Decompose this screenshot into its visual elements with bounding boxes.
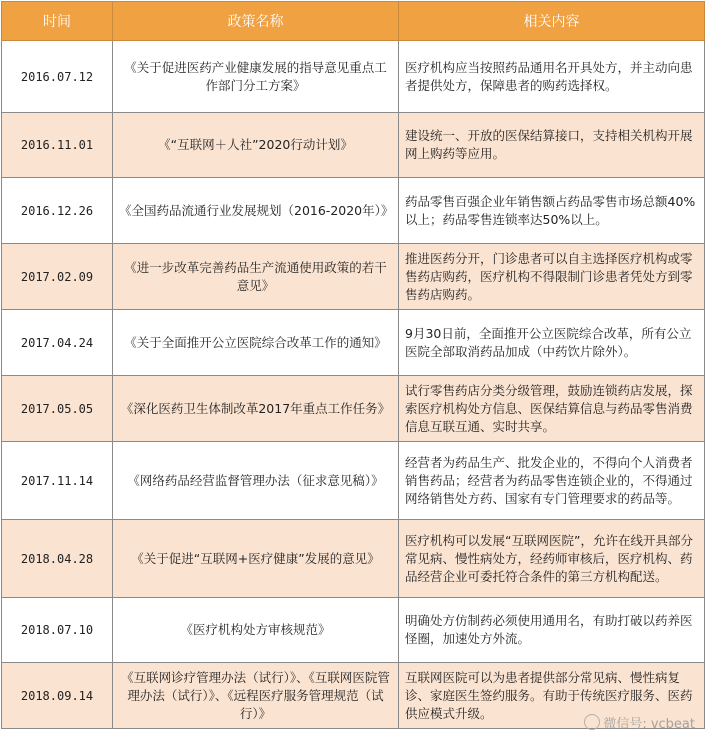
- row-date: 2018.04.28: [2, 520, 113, 598]
- table-row: [2, 178, 705, 244]
- row-date: 2016.07.12: [2, 41, 113, 113]
- row-date: 2016.11.01: [2, 113, 113, 178]
- row-date: 2018.07.10: [2, 598, 113, 663]
- row-date: 2017.05.05: [2, 376, 113, 442]
- row-date: 2017.04.24: [2, 310, 113, 376]
- row-date: 2017.11.14: [2, 442, 113, 520]
- row-content: 医疗机构可以发展“互联网医院”，允许在线开具部分常见病、慢性病处方，经药师审核后，医疗机构、药品经营企业可委托符合条件的第三方机构配送。: [399, 520, 705, 598]
- table-row: [2, 520, 705, 598]
- table-row: [2, 598, 705, 663]
- row-date: 2017.02.09: [2, 244, 113, 310]
- row-date: 2018.09.14: [2, 663, 113, 729]
- row-policy: 《网络药品经营监督管理办法（征求意见稿）》: [113, 442, 399, 520]
- row-content: 互联网医院可以为患者提供部分常见病、慢性病复诊、家庭医生签约服务。有助于传统医疗服务、医药供应模式升级。: [399, 663, 705, 729]
- table-row: [2, 244, 705, 310]
- row-content: 明确处方仿制药必须使用通用名，有助打破以药养医怪圈，加速处方外流。: [399, 598, 705, 663]
- row-content: 建设统一、开放的医保结算接口，支持相关机构开展网上购药等应用。: [399, 113, 705, 178]
- row-policy: 《关于全面推开公立医院综合改革工作的通知》: [113, 310, 399, 376]
- row-content: 推进医药分开，门诊患者可以自主选择医疗机构或零售药店购药，医疗机构不得限制门诊患者凭处方到零售药店购药。: [399, 244, 705, 310]
- table-row: [2, 310, 705, 376]
- table-row: [2, 442, 705, 520]
- watermark-text: 微信号: vcbeat: [603, 717, 695, 732]
- row-policy: 《进一步改革完善药品生产流通使用政策的若干意见》: [113, 244, 399, 310]
- row-content: 9月30日前，全面推开公立医院综合改革，所有公立医院全部取消药品加成（中药饮片除外）。: [399, 310, 705, 376]
- watermark: [584, 713, 695, 732]
- header-policy-name: 政策名称: [113, 2, 399, 41]
- table-row: [2, 41, 705, 113]
- row-policy: 《深化医药卫生体制改革2017年重点工作任务》: [113, 376, 399, 442]
- header-time: 时间: [2, 2, 113, 41]
- row-date: 2016.12.26: [2, 178, 113, 244]
- row-content: 试行零售药店分类分级管理，鼓励连锁药店发展，探索医疗机构处方信息、医保结算信息与药品零售消费信息互联互通、实时共享。: [399, 376, 705, 442]
- table-header-row: [2, 2, 705, 41]
- row-policy: 《关于促进“互联网+医疗健康”发展的意见》: [113, 520, 399, 598]
- table-row: [2, 376, 705, 442]
- row-policy: 《互联网诊疗管理办法（试行）》、《互联网医院管理办法（试行）》、《远程医疗服务管理规范（试行）》: [113, 663, 399, 729]
- row-policy: 《医疗机构处方审核规范》: [113, 598, 399, 663]
- row-content: 药品零售百强企业年销售额占药品零售市场总额40%以上；药品零售连锁率达50%以上。: [399, 178, 705, 244]
- row-policy: 《关于促进医药产业健康发展的指导意见重点工作部门分工方案》: [113, 41, 399, 113]
- policy-table: [1, 1, 705, 729]
- wechat-icon: [584, 714, 600, 730]
- row-policy: 《“互联网＋人社”2020行动计划》: [113, 113, 399, 178]
- table-row: [2, 113, 705, 178]
- row-content: 医疗机构应当按照药品通用名开具处方，并主动向患者提供处方，保障患者的购药选择权。: [399, 41, 705, 113]
- row-content: 经营者为药品生产、批发企业的，不得向个人消费者销售药品；经营者为药品零售连锁企业的，不得通过网络销售处方药、国家有专门管理要求的药品等。: [399, 442, 705, 520]
- row-policy: 《全国药品流通行业发展规划（2016-2020年）》: [113, 178, 399, 244]
- header-content: 相关内容: [399, 2, 705, 41]
